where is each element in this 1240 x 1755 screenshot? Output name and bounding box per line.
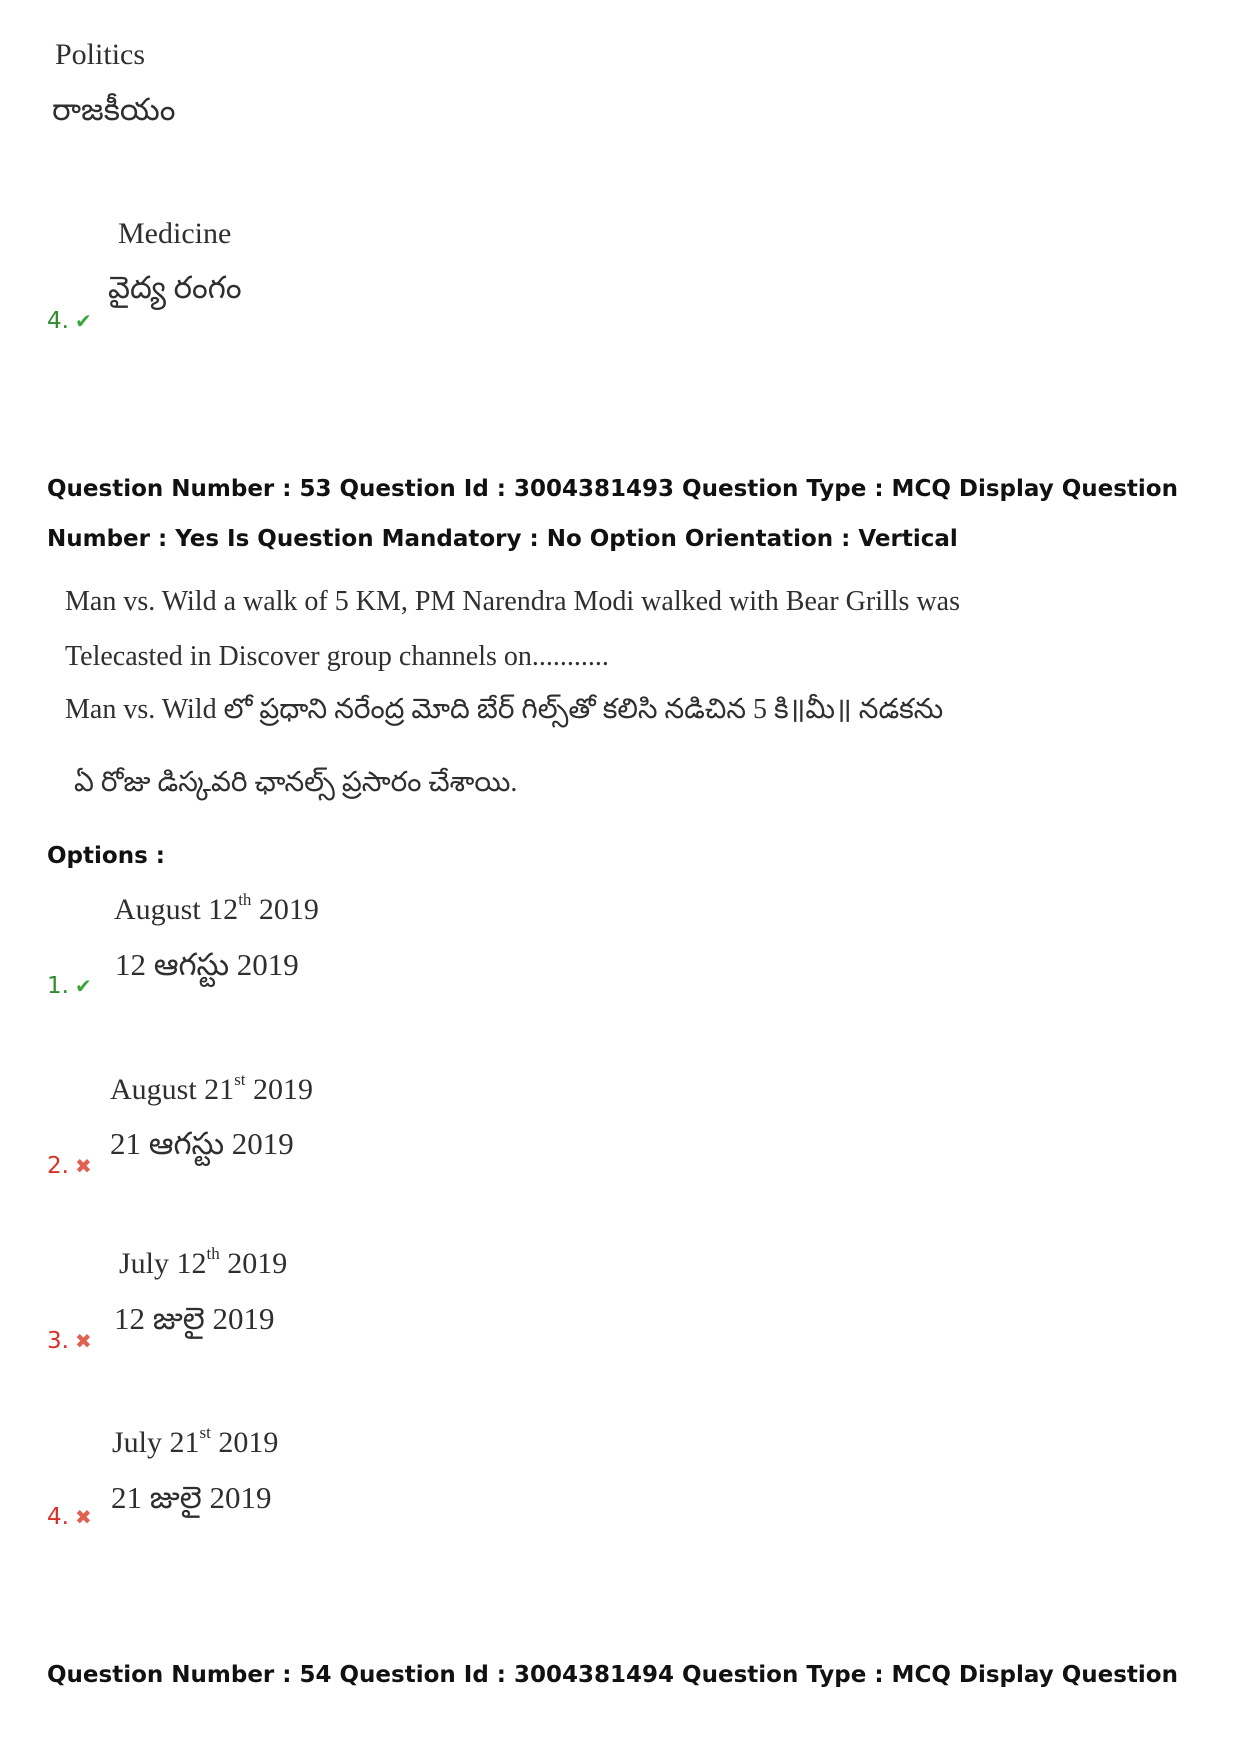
question-text-english-1: Man vs. Wild a walk of 5 KM, PM Narendra Modi walked with Bear Grills was (65, 586, 960, 617)
cross-icon: ✖ (74, 1505, 92, 1529)
prev-option-3-telugu: రాజకీయం (52, 92, 176, 127)
option-1-english: August 12th 2019 (114, 890, 319, 926)
question-54-meta-line1: Question Number : 54 Question Id : 3004381494 Question Type : MCQ Display Question (47, 1662, 1178, 1688)
option-1-marker (47, 973, 92, 999)
cross-icon: ✖ (74, 1329, 92, 1353)
prev-option-3-english: Politics (55, 38, 146, 71)
prev-option-4-marker (47, 308, 92, 334)
prev-option-4-english: Medicine (118, 217, 232, 250)
question-text-telugu-2: ఏ రోజు డిస్కవరి ఛానల్స్ ప్రసారం చేశాయి. (74, 767, 518, 798)
question-text-english-2: Telecasted in Discover group channels on........... (65, 641, 609, 672)
question-53-meta-line2: Number : Yes Is Question Mandatory : No Option Orientation : Vertical (47, 526, 958, 552)
option-4-english: July 21st 2019 (112, 1423, 279, 1459)
option-3-telugu: 12 జులై 2019 (114, 1301, 275, 1336)
option-number: 1. (47, 973, 69, 999)
option-number: 4. (47, 308, 69, 334)
check-icon: ✔ (74, 974, 92, 998)
options-label: Options : (47, 843, 165, 869)
question-text-telugu-1: Man vs. Wild లో ప్రధాని నరేంద్ర మోది బేర్ గిల్స్‌తో కలిసి నడిచిన 5 కి॥మీ॥ నడకను (65, 694, 944, 725)
option-2-english: August 21st 2019 (110, 1070, 314, 1106)
prev-option-4-telugu: వైద్య రంగం (108, 270, 242, 305)
option-3-marker (47, 1328, 92, 1354)
option-4-telugu: 21 జులై 2019 (111, 1480, 272, 1515)
option-2-marker (47, 1153, 92, 1179)
option-3-english: July 12th 2019 (119, 1244, 288, 1280)
option-number: 4. (47, 1504, 69, 1530)
option-1-telugu: 12 ఆగస్టు 2019 (115, 947, 299, 982)
question-53-meta-line1: Question Number : 53 Question Id : 3004381493 Question Type : MCQ Display Question (47, 476, 1178, 502)
option-2-telugu: 21 ఆగస్టు 2019 (110, 1126, 294, 1161)
option-number: 2. (47, 1153, 69, 1179)
check-icon: ✔ (74, 309, 92, 333)
option-4-marker (47, 1504, 92, 1530)
option-number: 3. (47, 1328, 69, 1354)
cross-icon: ✖ (74, 1154, 92, 1178)
